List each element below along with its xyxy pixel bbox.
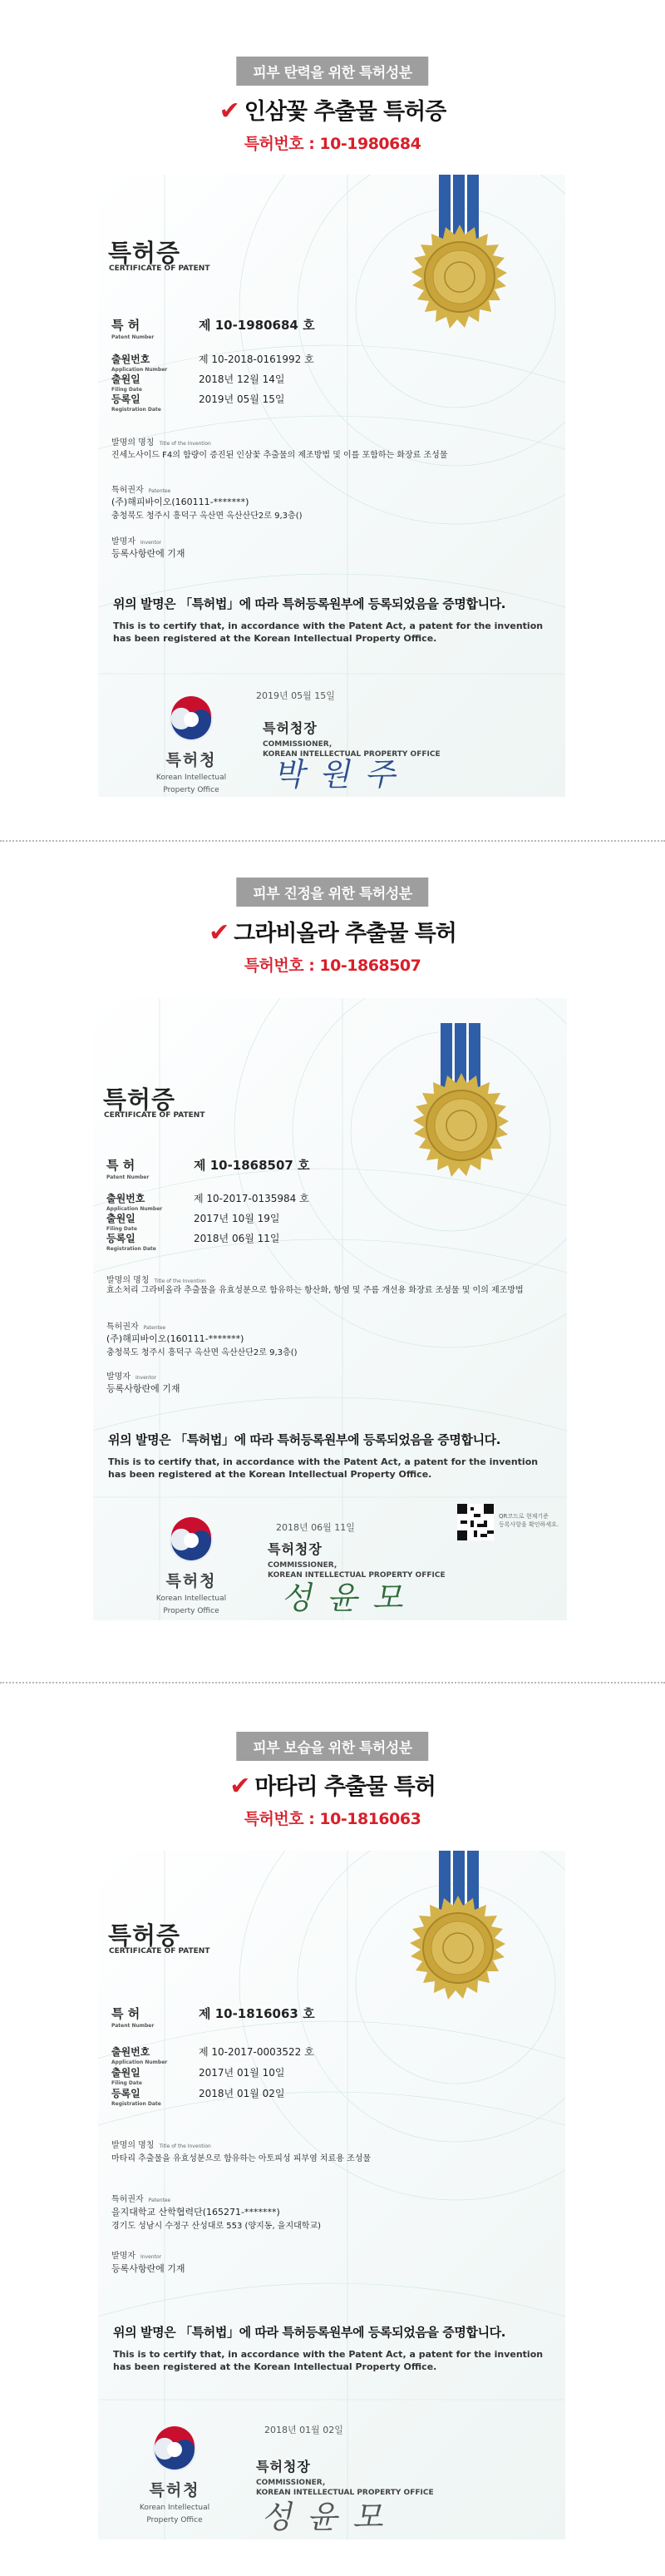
qr-note-line2: 등록사항을 확인하세요. — [499, 1521, 559, 1528]
patent-label-en: Patent Number — [106, 1174, 150, 1180]
invention-label-en: Title of the Invention — [159, 441, 211, 447]
registration-label-en: Registration Date — [111, 2101, 161, 2107]
section-tag: 피부 진정을 위한 특허성분 — [236, 878, 428, 907]
commissioner-korean: 특허청장 — [268, 1541, 323, 1557]
patentee-name: (주)해피바이오(160111-*******) — [111, 497, 249, 507]
patentee-label-en: Patentee — [148, 2198, 171, 2203]
invention-title-value: 진세노사이드 F4의 함량이 증진된 인삼꽃 추출물의 제조방법 및 이를 포함하는 화장료 조성물 — [111, 451, 448, 460]
registration-label-en: Registration Date — [106, 1246, 156, 1252]
registration-date-row — [106, 1231, 280, 1253]
inventor-label-en: Inventor — [140, 2254, 162, 2260]
invention-title-label — [111, 2138, 211, 2150]
section-heading — [0, 915, 665, 947]
kipo-taegeuk-logo — [166, 695, 216, 744]
patent-label: 특 허 — [106, 1158, 135, 1173]
statement-english-line2: has been registered at the Korean Intellectual Property Office. — [113, 2361, 437, 2372]
patent-number-row — [106, 1156, 310, 1182]
patentee-label: 특허권자 — [106, 1323, 139, 1332]
check-mark-icon: ✔ — [209, 918, 229, 947]
heading-text: 그라비올라 추출물 특허 — [234, 921, 456, 947]
patentee-label-row — [106, 1319, 165, 1332]
statement-english-line2: has been registered at the Korean Intellectual Property Office. — [113, 633, 437, 644]
section-heading — [0, 93, 665, 126]
kipo-logo — [141, 1515, 241, 1616]
filing-label: 출원일 — [111, 2067, 140, 2079]
application-label-en: Application Number — [111, 367, 168, 373]
commissioner-english-1: COMMISSIONER, — [268, 1561, 337, 1570]
application-label: 출원번호 — [111, 354, 150, 365]
inventor-label: 발명자 — [111, 537, 135, 546]
statement-korean: 위의 발명은 「특허법」에 따라 특허등록원부에 등록되었음을 증명합니다. — [108, 1432, 501, 1447]
application-number-value: 제 10-2017-0135984 호 — [194, 1193, 309, 1204]
gold-seal-icon — [407, 1071, 515, 1179]
invention-label: 발명의 명칭 — [111, 2141, 155, 2150]
filing-date-row — [111, 2065, 285, 2087]
inventor-label-row — [106, 1369, 156, 1382]
patentee-name: (주)해피바이오(160111-*******) — [106, 1333, 244, 1344]
statement-english-line1: This is to certify that, in accordance with the Patent Act, a patent for the invention — [113, 2349, 544, 2360]
registration-label-en: Registration Date — [111, 407, 161, 413]
certificate-title: 특허증 — [103, 1085, 176, 1114]
filing-label: 출원일 — [111, 373, 140, 385]
commissioner-english-1: COMMISSIONER, — [263, 740, 332, 749]
commissioner-signature: 성윤모 — [259, 2499, 405, 2535]
statement-english-line2: has been registered at the Korean Intellectual Property Office. — [108, 1469, 432, 1480]
invention-title-label — [111, 435, 211, 447]
commissioner-korean: 특허청장 — [256, 2459, 311, 2475]
patent-section-matari — [0, 1680, 665, 2576]
inventor-label-en: Inventor — [135, 1375, 157, 1381]
commissioner-english-1: COMMISSIONER, — [256, 2479, 326, 2487]
office-name-korean: 특허청 — [149, 2481, 200, 2499]
registration-date-row — [111, 2086, 285, 2108]
qr-note-line1: QR코드로 현재기준 — [499, 1513, 549, 1520]
office-name-english-2: Property Office — [163, 786, 219, 794]
patent-number-row — [111, 2005, 315, 2030]
check-mark-icon: ✔ — [219, 96, 239, 126]
patent-number-label: 특허번호 : 10-1816063 — [244, 1810, 421, 1828]
patentee-label-row — [111, 2192, 170, 2204]
statement-english-line1: This is to certify that, in accordance with the Patent Act, a patent for the invention — [108, 1456, 539, 1467]
registration-date-value: 2018년 06월 11일 — [194, 1233, 280, 1244]
statement-english-line1: This is to certify that, in accordance with the Patent Act, a patent for the invention — [113, 621, 544, 631]
certification-statement — [113, 595, 562, 645]
invention-title-value: 마타리 추출물을 유효성분으로 함유하는 아토피성 피부염 치료용 조성물 — [111, 2154, 372, 2163]
patent-label: 특 허 — [111, 2006, 140, 2021]
office-name-english-1: Korean Intellectual — [139, 2504, 210, 2512]
application-label: 출원번호 — [111, 2046, 150, 2058]
section-heading — [0, 1768, 665, 1801]
certification-statement — [108, 1431, 557, 1481]
patentee-label-en: Patentee — [148, 488, 171, 494]
patentee-label-row — [111, 482, 170, 495]
filing-label-en: Filing Date — [111, 2080, 142, 2086]
invention-title-label — [106, 1273, 206, 1285]
application-number-row — [111, 2044, 314, 2066]
filing-date-row — [106, 1211, 280, 1233]
patent-number-value: 제 10-1816063 호 — [199, 2006, 315, 2021]
inventor-value: 등록사항란에 기재 — [111, 548, 185, 559]
filing-date-value: 2017년 10월 19일 — [194, 1213, 280, 1224]
invention-label: 발명의 명칭 — [106, 1276, 150, 1285]
commissioner-english-2: KOREAN INTELLECTUAL PROPERTY OFFICE — [263, 750, 441, 759]
patentee-label: 특허권자 — [111, 486, 144, 495]
issue-date: 2018년 01월 02일 — [264, 2425, 343, 2435]
registration-date-value: 2018년 01월 02일 — [199, 2088, 285, 2099]
patent-number-row — [111, 316, 315, 342]
kipo-logo — [125, 2425, 224, 2525]
patentee-address: 경기도 성남시 수정구 산성대로 553 (양지동, 을지대학교) — [111, 2222, 322, 2231]
office-name-english-2: Property Office — [163, 1607, 219, 1615]
certificate-subtitle: CERTIFICATE OF PATENT — [109, 265, 210, 273]
qr-code-icon — [457, 1504, 494, 1540]
patent-number-label: 특허번호 : 10-1980684 — [244, 135, 421, 153]
filing-label: 출원일 — [106, 1213, 135, 1224]
inventor-label-row — [111, 2248, 161, 2261]
gold-seal-icon — [404, 1894, 512, 2002]
registration-label: 등록일 — [106, 1233, 135, 1244]
filing-date-row — [111, 372, 285, 393]
commissioner-korean: 특허청장 — [263, 720, 318, 736]
certification-statement — [113, 2323, 562, 2373]
inventor-label-en: Inventor — [140, 540, 162, 546]
patent-certificate — [93, 998, 567, 1620]
filing-label-en: Filing Date — [106, 1226, 137, 1232]
filing-label-en: Filing Date — [111, 387, 142, 393]
office-name-english-1: Korean Intellectual — [155, 774, 227, 782]
patent-number-value: 제 10-1868507 호 — [194, 1158, 310, 1173]
filing-date-value: 2017년 01월 10일 — [199, 2067, 285, 2079]
invention-label: 발명의 명칭 — [111, 438, 155, 447]
certificate-title: 특허증 — [108, 1921, 181, 1950]
inventor-label-row — [111, 534, 161, 546]
kipo-taegeuk-logo — [150, 2425, 200, 2475]
registration-label: 등록일 — [111, 2088, 140, 2099]
patentee-label: 특허권자 — [111, 2195, 144, 2204]
kipo-taegeuk-logo — [166, 1515, 216, 1565]
application-label: 출원번호 — [106, 1193, 145, 1204]
section-tag: 피부 탄력을 위한 특허성분 — [236, 57, 428, 86]
certificate-title: 특허증 — [108, 239, 181, 267]
patentee-name: 을지대학교 산학협력단(165271-*******) — [111, 2207, 280, 2218]
patentee-address: 충청북도 청주시 흥덕구 옥산면 옥산산단2로 9,3층() — [111, 512, 303, 521]
office-name-english-1: Korean Intellectual — [155, 1595, 227, 1603]
application-number-value: 제 10-2018-0161992 호 — [199, 354, 314, 365]
application-number-row — [111, 352, 314, 373]
registration-label: 등록일 — [111, 393, 140, 405]
application-label-en: Application Number — [106, 1206, 163, 1212]
gold-seal-icon — [406, 223, 514, 331]
invention-label-en: Title of the Invention — [159, 2143, 211, 2149]
filing-date-value: 2018년 12월 14일 — [199, 373, 285, 385]
office-name-korean: 특허청 — [165, 751, 217, 769]
patent-number-label: 특허번호 : 10-1868507 — [244, 957, 421, 975]
office-name-korean: 특허청 — [165, 1572, 217, 1590]
patent-number-value: 제 10-1980684 호 — [199, 318, 315, 333]
section-tag: 피부 보습을 위한 특허성분 — [236, 1732, 428, 1761]
issue-date: 2018년 06월 11일 — [276, 1522, 355, 1533]
commissioner-english-2: KOREAN INTELLECTUAL PROPERTY OFFICE — [256, 2489, 434, 2497]
inventor-label: 발명자 — [111, 2252, 135, 2261]
patent-section-graviola — [0, 840, 665, 1680]
kipo-logo — [141, 695, 241, 795]
inventor-label: 발명자 — [106, 1372, 131, 1382]
registration-date-row — [111, 392, 285, 413]
invention-title-value: 효소처리 그라비올라 추출물을 유효성분으로 함유하는 항산화, 항염 및 주름 개선용 화장료 조성물 및 이의 제조방법 — [106, 1286, 524, 1295]
patent-certificate — [98, 1851, 565, 2539]
patentee-address: 충청북도 청주시 흥덕구 옥산면 옥산산단2로 9,3층() — [106, 1348, 298, 1357]
commissioner-signature: 박원주 — [272, 756, 417, 793]
application-number-value: 제 10-2017-0003522 호 — [199, 2046, 314, 2058]
patent-label: 특 허 — [111, 318, 140, 333]
application-label-en: Application Number — [111, 2059, 168, 2065]
patent-certificate — [98, 175, 565, 797]
patent-label-en: Patent Number — [111, 334, 155, 340]
certificate-subtitle: CERTIFICATE OF PATENT — [104, 1111, 205, 1120]
heading-text: 인삼꽃 추출물 특허증 — [244, 99, 446, 125]
check-mark-icon: ✔ — [229, 1772, 250, 1801]
commissioner-signature: 성윤모 — [279, 1580, 425, 1616]
invention-label-en: Title of the Invention — [154, 1278, 206, 1284]
application-number-row — [106, 1191, 309, 1213]
statement-korean: 위의 발명은 「특허법」에 따라 특허등록원부에 등록되었음을 증명합니다. — [113, 2325, 506, 2340]
issue-date: 2019년 05월 15일 — [256, 690, 335, 701]
inventor-value: 등록사항란에 기재 — [106, 1383, 180, 1394]
statement-korean: 위의 발명은 「특허법」에 따라 특허등록원부에 등록되었음을 증명합니다. — [113, 596, 506, 611]
patent-section-ginseng-flower — [0, 0, 665, 840]
commissioner-english-2: KOREAN INTELLECTUAL PROPERTY OFFICE — [268, 1571, 446, 1580]
certificate-subtitle: CERTIFICATE OF PATENT — [109, 1947, 210, 1955]
inventor-value: 등록사항란에 기재 — [111, 2263, 185, 2274]
heading-text: 마타리 추출물 특허 — [254, 1774, 436, 1800]
patentee-label-en: Patentee — [143, 1325, 166, 1331]
registration-date-value: 2019년 05월 15일 — [199, 393, 285, 405]
office-name-english-2: Property Office — [146, 2516, 203, 2524]
qr-note — [499, 1512, 559, 1529]
patent-label-en: Patent Number — [111, 2023, 155, 2029]
